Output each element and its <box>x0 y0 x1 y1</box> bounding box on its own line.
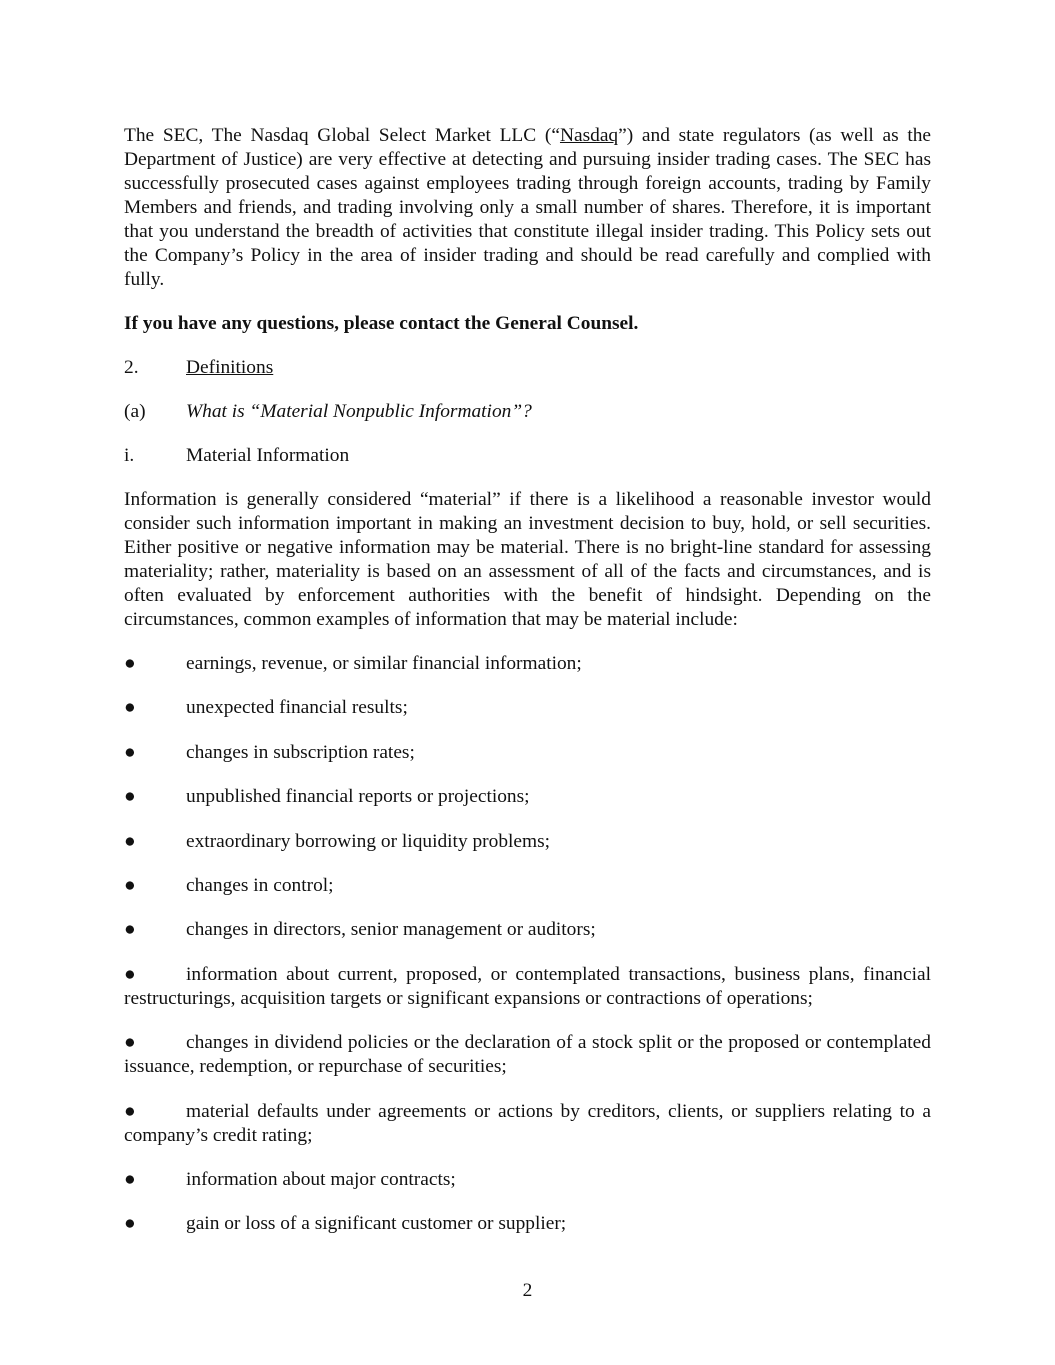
bullet-icon: ● <box>124 697 136 719</box>
bullet-icon: ● <box>124 830 136 852</box>
list-item <box>124 1168 931 1192</box>
section-title: Definitions <box>186 357 274 378</box>
list-item <box>124 785 931 809</box>
list-item-text: earnings, revenue, or similar financial information; <box>186 653 582 674</box>
list-item-text: unpublished financial reports or projections; <box>186 786 530 808</box>
bullet-icon: ● <box>124 1168 136 1190</box>
bullet-icon: ● <box>124 1100 136 1122</box>
intro-paragraph <box>124 124 931 292</box>
list-item <box>124 1212 931 1236</box>
subsection-title: What is “Material Nonpublic Information”? <box>186 401 532 422</box>
document-page <box>124 124 931 1236</box>
list-item <box>124 652 931 676</box>
list-item-text: changes in control; <box>186 874 334 896</box>
intro-text-before: The SEC, The Nasdaq Global Select Market LLC (“ <box>124 125 560 146</box>
bullet-icon: ● <box>124 1032 136 1054</box>
bullet-icon: ● <box>124 919 136 941</box>
section-number: 2. <box>124 357 139 378</box>
subsubsection-title: Material Information <box>186 445 350 466</box>
questions-note: If you have any questions, please contact the General Counsel. <box>124 313 639 334</box>
list-item-text: information about major contracts; <box>186 1168 456 1190</box>
list-item-text: material defaults under agreements or actions by creditors, clients, or suppliers relating to a company’s credit rating; <box>124 1100 931 1146</box>
list-item <box>124 741 931 765</box>
bullet-icon: ● <box>124 963 136 985</box>
intro-text-after: ”) and state regulators (as well as the Department of Justice) are very effective at detecting and pursuing insider trading cases. The SEC has successfully prosecuted cases against employees trading through foreign accounts, trading by Family Members and friends, and trading involving only a small number of shares. Therefore, it is important that you understand the breadth of activities that constitute illegal insider trading. This Policy sets out the Company’s Policy in the area of insider trading and should be read carefully and complied with fully. <box>124 125 932 290</box>
list-item <box>124 1100 931 1148</box>
list-item-text: extraordinary borrowing or liquidity problems; <box>186 830 551 852</box>
list-item-text: unexpected financial results; <box>186 697 408 719</box>
bullet-icon: ● <box>124 741 136 763</box>
bullet-list <box>124 652 931 1236</box>
bullet-icon: ● <box>124 1213 136 1235</box>
list-item <box>124 963 931 1011</box>
subsection-number: (a) <box>124 401 146 422</box>
list-item <box>124 830 931 854</box>
list-item-text: changes in subscription rates; <box>186 741 415 763</box>
bullet-icon: ● <box>124 786 136 808</box>
bullet-icon: ● <box>124 653 136 674</box>
list-item <box>124 1031 931 1079</box>
list-item <box>124 874 931 898</box>
list-item <box>124 918 931 942</box>
list-item-text: changes in dividend policies or the declaration of a stock split or the proposed or contemplated issuance, redemption, or repurchase of securities; <box>124 1032 931 1078</box>
list-item <box>124 696 931 720</box>
subsubsection-number: i. <box>124 445 135 466</box>
nasdaq-term: Nasdaq <box>559 125 619 146</box>
bullet-icon: ● <box>124 874 136 896</box>
list-item-text: gain or loss of a significant customer or supplier; <box>186 1213 567 1235</box>
list-item-text: information about current, proposed, or contemplated transactions, business plans, financial restructurings, acquisition targets or significant expansions or contractions of operations; <box>124 963 931 1009</box>
subsubsection-heading <box>124 444 931 468</box>
material-paragraph: Information is generally considered “material” if there is a likelihood a reasonable investor would consider such information important in making an investment decision to buy, hold, or sell securities. Either positive or negative information may be material. There is no bright-line standard for assessing materiality; rather, materiality is based on an assessment of all of the facts and circumstances, and is often evaluated by enforcement authorities with the benefit of hindsight. Depending on the circumstances, common examples of information that may be material include: <box>124 489 931 630</box>
subsection-heading <box>124 400 931 424</box>
section-heading <box>124 356 931 380</box>
page-number: 2 <box>522 1280 533 1301</box>
list-item-text: changes in directors, senior management or auditors; <box>186 919 596 941</box>
